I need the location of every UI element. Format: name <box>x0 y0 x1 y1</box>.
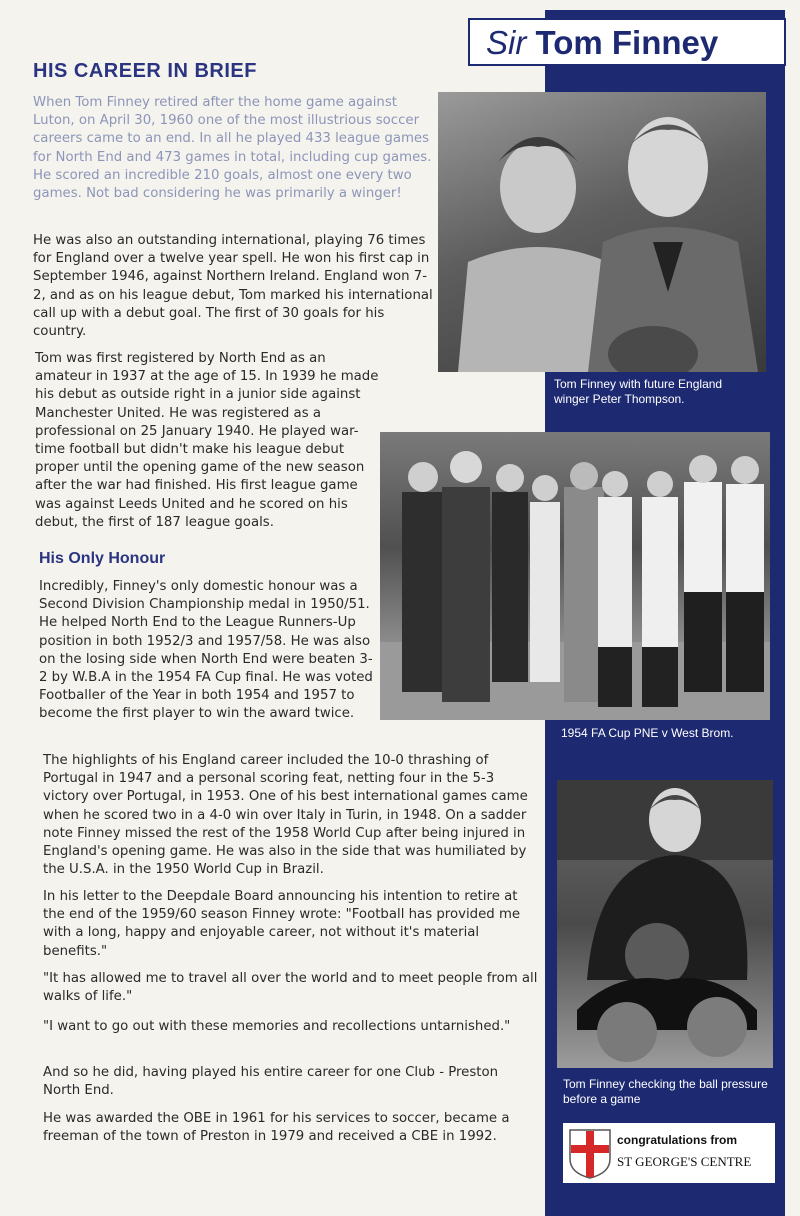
paragraph-obe-cbe: He was awarded the OBE in 1961 for his services to soccer, became a freeman of the town of Preston in 1979 and received a CBE in 1992. <box>43 1111 510 1145</box>
section-heading: HIS CAREER IN BRIEF <box>33 60 257 82</box>
subheading: His Only Honour <box>39 550 166 567</box>
paragraph-international: He was also an outstanding international, playing 76 times for England over a twelve year spell. He won his first cap in September 1946, against Northern Ireland. England won 7-2, and as on his league debut, Tom marked his international call up with a debut goal. The first of 30 goals for his country. <box>33 233 433 340</box>
sponsor-box <box>563 1123 775 1183</box>
title-name: Tom Finney <box>535 24 719 61</box>
paragraph-quote-memories: "I want to go out with these memories and recollections untarnished." <box>43 1019 511 1034</box>
page-title <box>486 24 718 62</box>
photo-finney-thompson-illustration <box>438 92 766 372</box>
paragraph-one-club: And so he did, having played his entire career for one Club - Preston North End. <box>43 1065 499 1099</box>
photo-fa-cup-illustration <box>380 432 770 720</box>
paragraph-england-highlights: The highlights of his England career included the 10-0 thrashing of Portugal in 1947 and a personal scoring feat, netting four in the 5-3 victory over Portugal, in 1953. One of his best international games came when he scored two in a 4-0 win over Italy in Turin, in 1948. On a sadder note Finney missed the rest of the 1958 World Cup after being injured in England's opening game. He was also in the side that was humiliated by the U.S.A. in the 1950 World Cup in Brazil. <box>43 753 528 878</box>
st-george-shield-icon <box>569 1129 611 1179</box>
caption-photo-2: 1954 FA Cup PNE v West Brom. <box>561 726 734 740</box>
paragraph-letter: In his letter to the Deepdale Board announcing his intention to retire at the end of the 1959/60 season Finney wrote: "Football has provided me with a long, happy and enjoyable career, not without it's material benefits." <box>43 889 521 959</box>
sponsor-line-1: congratulations from <box>617 1133 738 1147</box>
caption-photo-3: Tom Finney checking the ball pressure before a game <box>563 1077 768 1106</box>
paragraph-quote-travel: "It has allowed me to travel all over the world and to meet people from all walks of life." <box>43 971 538 1005</box>
title-prefix: Sir <box>486 24 527 61</box>
paragraph-early-career: Tom was first registered by North End as an amateur in 1937 at the age of 15. In 1939 he made his debut as outside right in a junior side against Manchester United. He was registered as a professional on 25 January 1940. He played war-time football but didn't make his league debut proper until the opening game of the new season after the war had finished. His first league game was against Leeds United and he scored on his debut, the first of 187 league goals. <box>35 351 379 530</box>
sponsor-line-2: ST GEORGE'S CENTRE <box>617 1154 752 1169</box>
photo-fa-cup-line-up <box>380 432 770 720</box>
photo-ball-pressure <box>557 780 773 1068</box>
photo-ball-pressure-illustration <box>557 780 773 1068</box>
title-banner <box>468 18 786 66</box>
caption-photo-1: Tom Finney with future England winger Peter Thompson. <box>554 377 723 406</box>
photo-finney-thompson <box>438 92 766 372</box>
paragraph-honours: Incredibly, Finney's only domestic honour was a Second Division Championship medal in 1950/51. He helped North End to the League Runners-Up position in both 1952/3 and 1957/58. He was also on the losing side when North End were beaten 3-2 by W.B.A in the 1954 FA Cup final. He was voted Footballer of the Year in both 1954 and 1957 to become the first player to win the award twice. <box>39 579 373 722</box>
paragraph-intro: When Tom Finney retired after the home game against Luton, on April 30, 1960 one of the most illustrious soccer careers came to an end. In all he played 433 league games for North End and 473 games in total, including cup games. He scored an incredible 210 goals, almost one every two games. Not bad considering he was primarily a winger! <box>33 95 432 202</box>
